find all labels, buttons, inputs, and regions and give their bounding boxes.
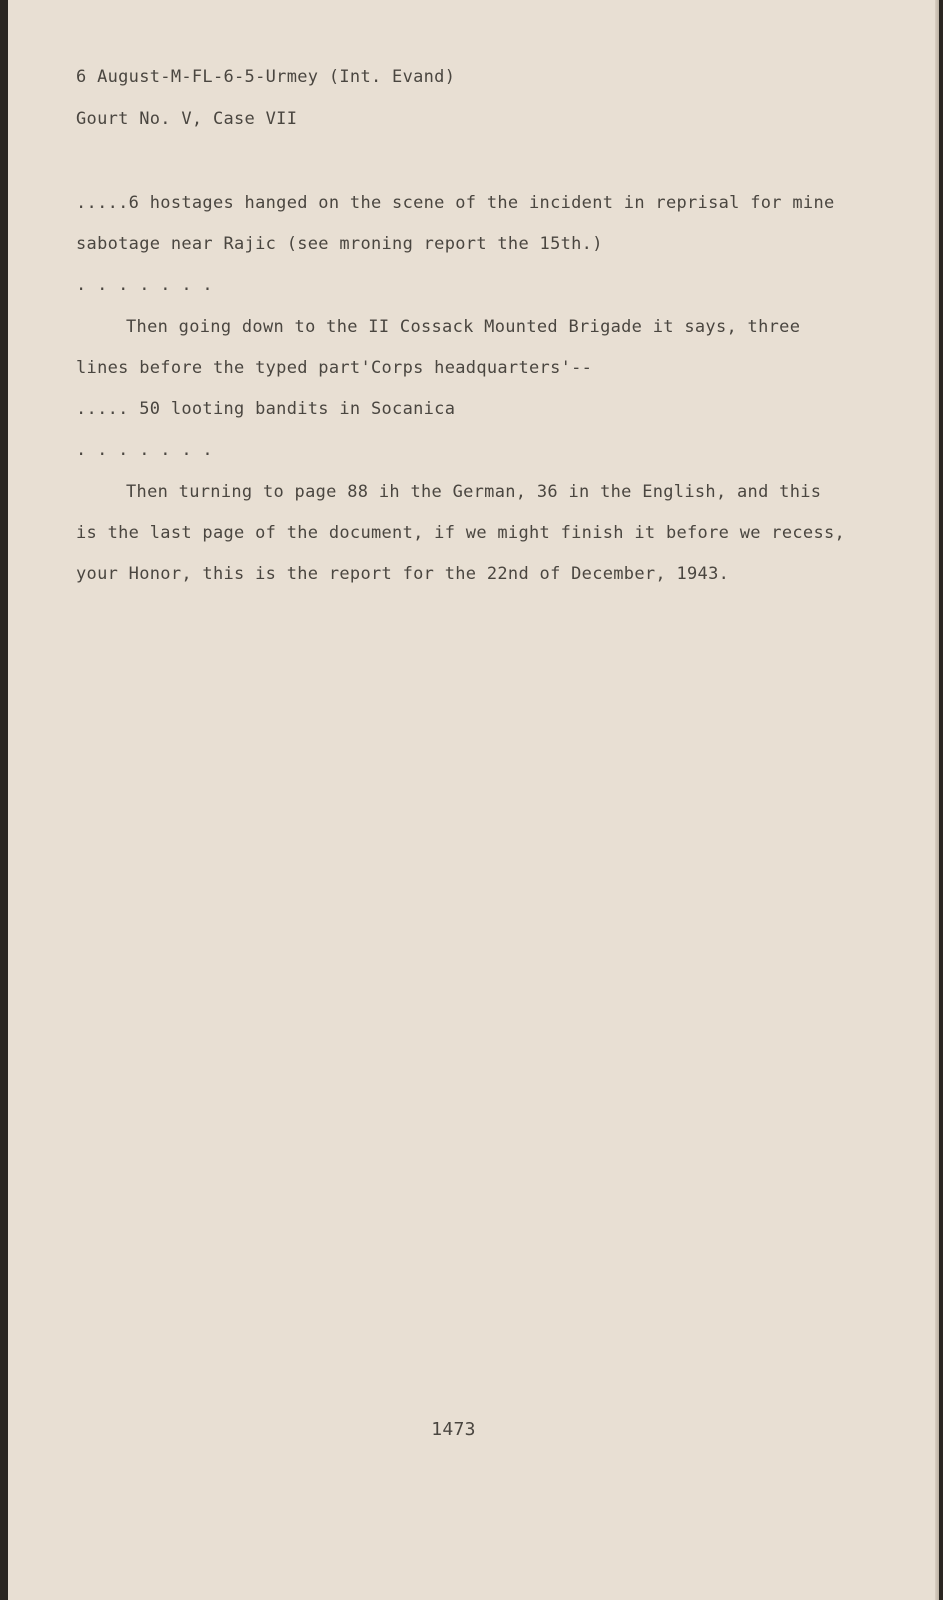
header-line-1: 6 August-M-FL-6-5-Urmey (Int. Evand) xyxy=(76,67,456,87)
ellipsis-dots-1: . . . . . . . xyxy=(76,275,213,295)
page-edge-shadow xyxy=(935,0,939,1600)
ellipsis-dots-2: . . . . . . . xyxy=(76,440,213,460)
paragraph-1-line-2: sabotage near Rajic (see mroning report the 15th.) xyxy=(76,234,603,254)
paragraph-1-line-1: .....6 hostages hanged on the scene of the incident in reprisal for mine xyxy=(76,193,835,213)
header-line-2: Gourt No. V, Case VII xyxy=(76,109,298,129)
paragraph-4-line-3: your Honor, this is the report for the 22nd of December, 1943. xyxy=(76,564,730,584)
page-number: 1473 xyxy=(431,1419,476,1440)
paragraph-2-line-2: lines before the typed part'Corps headquarters'-- xyxy=(76,358,593,378)
document-page xyxy=(8,0,939,1600)
paragraph-4-line-1: Then turning to page 88 ih the German, 36 in the English, and this xyxy=(126,482,822,502)
paragraph-4-line-2: is the last page of the document, if we might finish it before we recess, xyxy=(76,523,846,543)
paragraph-2-line-1: Then going down to the II Cossack Mounted Brigade it says, three xyxy=(126,317,801,337)
paragraph-3-line-1: ..... 50 looting bandits in Socanica xyxy=(76,399,456,419)
